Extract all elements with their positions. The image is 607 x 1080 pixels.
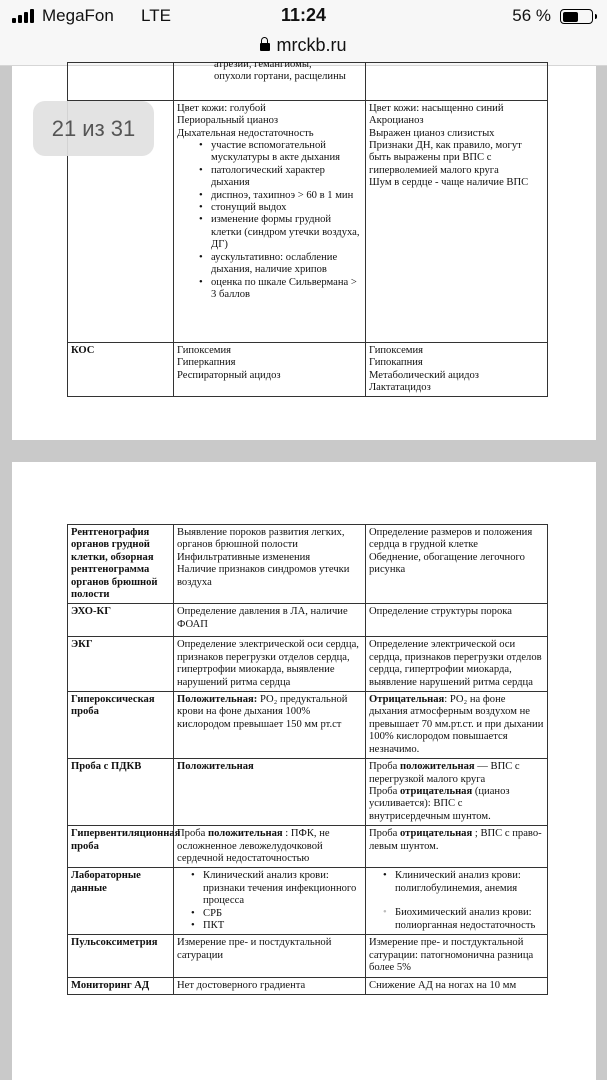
cell-text: Обеднение, обогащение легочного рисунка [369, 551, 525, 576]
cell-text: РО₂ предуктальной крови на фоне дыхания 100% кислородом превышает 150 мм рт.ст [177, 694, 348, 730]
result-bold: положительная [400, 761, 475, 773]
battery-icon [560, 9, 593, 24]
cell-text: Лактатацидоз [369, 382, 431, 394]
list-item: • патологический характер дыхания [199, 165, 362, 190]
table-cell [366, 692, 548, 759]
cell-text: Гипокапния [369, 357, 423, 369]
cell-text: Инфильтративные изменения [177, 551, 311, 563]
table-row [68, 977, 548, 994]
table-row [68, 637, 548, 692]
cell-text: Акроцианоз [369, 115, 424, 127]
cell-text: Определение размеров и положения сердца в грудной клетке [369, 527, 533, 551]
cell-text: Проба [369, 785, 400, 797]
cell-text: опухоли гортани, расщелины [214, 71, 346, 83]
cell-text: Выражен цианоз слизистых [369, 127, 495, 139]
table-row [68, 525, 548, 604]
battery-percent: 56 % [512, 6, 551, 25]
result-bold: Положительная [177, 761, 254, 773]
table-cell: Измерение пре- и постдуктальной сатурации: патогномонична разница более 5% [366, 935, 548, 977]
cell-text: Проба [177, 828, 208, 840]
row-label: Рентгенография органов грудной клетки, обзорная рентгенограмма органов брюшной полости [68, 525, 174, 604]
result-bold: Положительная: [177, 694, 258, 706]
cell-text: : ПФК, не осложненное левожелудочковой сердечной недостаточностью [177, 828, 330, 864]
table-cell: Определение электрической оси сердца, признаков перегрузки отделов сердца, гипертрофии миокарда, выявление нарушений ритма сердца [174, 637, 366, 692]
list-item: • оценка по шкале Сильвермана > 3 баллов [199, 277, 362, 302]
cell-text: Шум в сердце - чаще наличие ВПС [369, 177, 529, 189]
table-cell [174, 826, 366, 868]
table-cell [174, 59, 366, 101]
table-cell: Определение структуры порока [366, 604, 548, 637]
list-item: • ПКТ [191, 920, 362, 932]
table-cell [366, 868, 548, 935]
cell-text: Респираторный ацидоз [177, 369, 281, 381]
carrier-name: MegaFon [42, 6, 114, 25]
row-label: КОС [68, 342, 174, 397]
list-item: • Биохимический анализ крови: полиорганная недостаточность [383, 907, 544, 932]
table-cell [366, 342, 548, 397]
cell-text: Метаболический ацидоз [369, 369, 479, 381]
cell-text [369, 786, 544, 823]
list-item: • стонущий выдох [199, 202, 362, 214]
network-type: LTE [141, 6, 171, 25]
cell-text: Гипоксемия [177, 344, 232, 356]
lock-icon [260, 43, 270, 51]
cell-text: Гипоксемия [369, 344, 424, 356]
cell-text: Наличие признаков синдромов утечки воздуха [177, 564, 350, 588]
table-cell [366, 100, 548, 342]
list-item: • аускультативно: ослабление дыхания, наличие хрипов [199, 252, 362, 277]
row-label: Гипероксическая проба [68, 692, 174, 759]
table-cell [174, 692, 366, 759]
cell-text [369, 761, 544, 786]
cell-text: Признаки ДН, как правило, могут быть выражены при ВПС с гиперволемией малого круга [369, 140, 522, 176]
page-counter: 21 из 31 [33, 101, 154, 156]
table-cell [174, 342, 366, 397]
table-cell [174, 525, 366, 604]
table-cell [366, 525, 548, 604]
table-cell [68, 63, 174, 101]
cell-text: Проба [369, 761, 400, 773]
cell-text: Цвет кожи: голубой [177, 102, 266, 114]
bullet-list [177, 140, 362, 301]
status-bar [0, 0, 607, 32]
cell-text: Гиперкапния [177, 357, 236, 369]
table-row [68, 63, 548, 101]
table-cell [366, 759, 548, 826]
table-row [68, 692, 548, 759]
row-label: ЭХО-КГ [68, 604, 174, 637]
comparison-table-2 [67, 524, 548, 995]
row-label: Лабораторные данные [68, 868, 174, 935]
table-row [68, 342, 548, 397]
cell-text: — ВПС с перегрузкой малого круга [369, 761, 520, 785]
document-page-2 [12, 462, 596, 1080]
table-row [68, 868, 548, 935]
table-row [68, 604, 548, 637]
cell-text: ; ВПС с право-левым шунтом. [369, 828, 542, 852]
cell-text: Выявление пороков развития легких, органов брюшной полости [177, 527, 345, 551]
result-bold: Отрицательная [369, 694, 445, 706]
table-cell: Нет достоверного градиента [174, 977, 366, 994]
table-cell: Снижение АД на ногах на 10 мм [366, 977, 548, 994]
list-item: • Клинический анализ крови: признаки течения инфекционного процесса [191, 870, 362, 907]
cell-text: Дыхательная недостаточность [177, 127, 314, 139]
row-label: Мониторинг АД [68, 977, 174, 994]
cell-text: Проба [369, 828, 400, 840]
bullet-list [177, 870, 362, 932]
table-cell: Определение электрической оси сердца, признаков перегрузки отделов сердца, гипертрофии миокарда, выявление нарушений ритма сердца [366, 637, 548, 692]
table-row [68, 826, 548, 868]
cell-text: атрезии, гемангиомы, [214, 59, 312, 70]
table-cell [174, 759, 366, 826]
list-item: • участие вспомогательной мускулатуры в акте дыхания [199, 140, 362, 165]
cell-text: (цианоз усиливается): ВПС с внутрисердечным шунтом. [369, 785, 510, 822]
row-label: Пульсоксиметрия [68, 935, 174, 977]
url-display[interactable] [0, 35, 607, 56]
list-item: • Клинический анализ крови: полиглобулинемия, анемия [383, 870, 544, 895]
row-label: Проба с ПДКВ [68, 759, 174, 826]
cell-text: Цвет кожи: насыщенно синий [369, 102, 504, 114]
row-label: ЭКГ [68, 637, 174, 692]
cell-text: Периоральный цианоз [177, 115, 279, 127]
result-bold: положительная [208, 828, 283, 840]
table-row [68, 759, 548, 826]
result-bold: отрицательная [400, 785, 473, 797]
list-item: • СРБ [191, 908, 362, 920]
table-cell [366, 63, 548, 101]
url-text: mrckb.ru [276, 35, 347, 55]
table-cell: Определение давления в ЛА, наличие ФОАП [174, 604, 366, 637]
table-cell: Измерение пре- и постдуктальной сатурации [174, 935, 366, 977]
bullet-list [369, 870, 544, 932]
status-time: 11:24 [280, 5, 327, 25]
row-label: Гипервентиляционная проба [68, 826, 174, 868]
cell-text: : РО₂ на фоне дыхания атмосферным воздухом не превышает 70 мм.рт.ст. и при дыхании 100% кислородом повышается незначимо. [369, 694, 544, 755]
list-item: • изменение формы грудной клетки (синдром утечки воздуха, ДГ) [199, 214, 362, 251]
table-cell [174, 868, 366, 935]
table-cell [366, 826, 548, 868]
table-row [68, 935, 548, 977]
result-bold: отрицательная [400, 828, 473, 840]
table-cell [174, 100, 366, 342]
list-item: • диспноэ, тахипноэ > 60 в 1 мин [199, 190, 362, 202]
